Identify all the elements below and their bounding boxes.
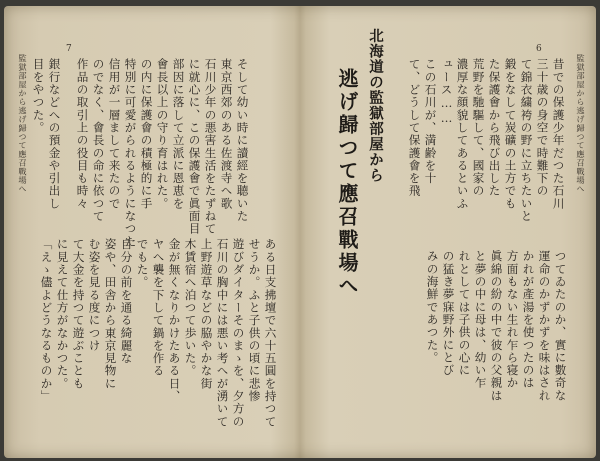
- text-column: 運命のかずかずを味はされ: [537, 250, 552, 402]
- text-column: 濃厚な顔貌してあるといふ: [455, 58, 470, 210]
- right-page: [300, 6, 596, 458]
- text-column: 三十歳の身空で時難下の: [535, 58, 550, 198]
- text-column: に見えて仕方がなかつた。: [55, 238, 70, 390]
- page-number: 6: [536, 44, 542, 54]
- text-column: 會長以上の守り育はれた。: [155, 58, 170, 210]
- text-column: 作品の取引上の役目も時々: [75, 58, 90, 210]
- text-column: む姿を見る度につけ: [87, 238, 102, 352]
- text-column: て、どうして保護會を飛: [407, 58, 422, 198]
- title-line-2: 逃げ歸つて應召戰場へ: [335, 68, 359, 298]
- text-column: 遊びダイターそのまゝを、夕方の: [231, 238, 246, 428]
- title-line-1: 北海道の監獄部屋から: [367, 28, 383, 183]
- text-column: 金が無くなりかけたある日、: [167, 238, 182, 403]
- text-column: て大金を持つて遊ぶことも: [71, 238, 86, 390]
- text-column: 方面もない生れ乍ら寝か: [505, 250, 520, 390]
- text-column: 昔での保護少年だつた石川: [551, 58, 566, 210]
- running-head: 監獄部屋から逃げ歸つて應召戰場へ: [576, 54, 586, 194]
- page-number: 7: [66, 44, 72, 54]
- text-column: た保護會から飛び出した: [487, 58, 502, 198]
- text-column: の猛き夢寐野外にとび: [441, 250, 456, 377]
- text-column: れとしては子供の心に: [457, 250, 472, 377]
- text-column: でもた。: [135, 238, 150, 289]
- text-column: ある日支拂壇で六十五圓を持つて: [263, 238, 278, 428]
- text-column: せうか。ふと子供の頃に悲惨: [247, 238, 262, 403]
- text-column: 目をやつた。: [31, 58, 46, 134]
- text-column: 「えゝ儘よどうなるものか」: [39, 238, 54, 403]
- text-column: と夢の中に母は、幼い乍: [473, 250, 488, 390]
- text-column: 鍛をなして炭礦の土方でも: [503, 58, 518, 210]
- text-column: ュース……: [439, 58, 454, 127]
- text-column: ヤへ襲を下して鍋を作る: [151, 238, 166, 378]
- text-column: 石川の胸中には悪い考へが湧いて: [215, 238, 230, 428]
- text-column: に就心に、この保護會で眞面目: [187, 58, 202, 236]
- text-column: の内に保護會の積極的に手: [139, 58, 154, 210]
- text-column: のでなく、會長の命に依つて: [91, 58, 106, 223]
- text-column: 銀行などへの預金や引出し: [47, 58, 62, 210]
- text-column: この石川が、満齢を十: [423, 58, 438, 185]
- text-column: て錦衣繍袴の野に立ちたいと: [519, 58, 534, 223]
- text-column: みの海鮮であつた。: [425, 250, 440, 364]
- text-column: 東京西郊のある佐渡寺へ歌: [219, 58, 234, 210]
- left-page: [4, 6, 300, 458]
- text-column: 木賃宿へ泊つて歩いた。: [183, 238, 198, 378]
- text-column: かれが產湯を使つたのは: [521, 250, 536, 390]
- text-column: つてゐたのか、實に數奇な: [553, 250, 568, 402]
- text-column: 特別に可愛がられるようになつた: [123, 58, 138, 248]
- text-column: 自分の前を通る綺麗な: [119, 238, 134, 365]
- text-column: 姿や、田舎から東京見物に: [103, 238, 118, 390]
- text-column: 眞綿の紛の中で彼の父親は: [489, 250, 504, 402]
- text-column: 石川少年の悪害生活をたずねて: [203, 58, 218, 236]
- text-column: 部因に落して立派に恩恵を: [171, 58, 186, 210]
- book-spread: [4, 6, 596, 458]
- text-column: そして幼い時に讀經を聴いた: [235, 58, 250, 223]
- running-head: 監獄部屋から逃げ歸つて應召戰場へ: [18, 54, 28, 194]
- text-column: 荒野を馳驅して、國家の: [471, 58, 486, 198]
- text-column: 上野遊草などの脇やかな街: [199, 238, 214, 390]
- article-title: [328, 28, 392, 298]
- text-column: 信用が一層まして来たので: [107, 58, 122, 210]
